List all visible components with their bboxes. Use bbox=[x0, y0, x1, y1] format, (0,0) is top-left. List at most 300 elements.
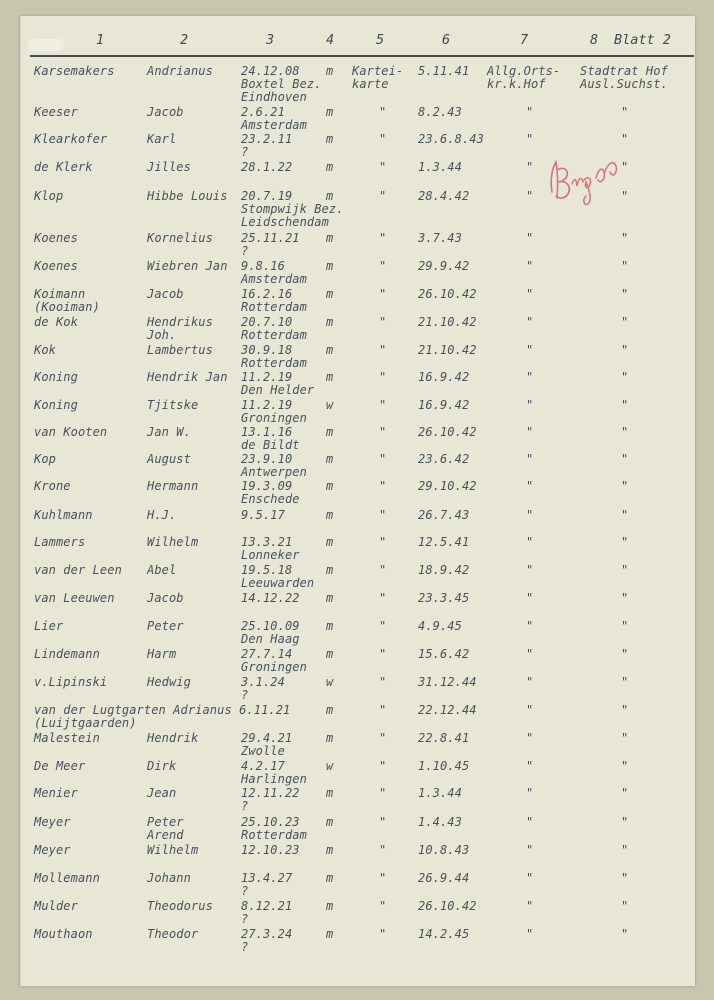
card-col-cell: " bbox=[379, 315, 387, 329]
surname-cell: Koning bbox=[34, 398, 78, 412]
first-name-cell: Hermann bbox=[147, 479, 199, 493]
insurance-col-cell: " bbox=[526, 675, 534, 689]
column-number-1: 1 bbox=[96, 32, 105, 48]
authority-col-cell: " bbox=[621, 591, 629, 605]
birth-date-cell: 13.4.27 bbox=[241, 871, 293, 885]
insurance-col-cell: " bbox=[526, 398, 534, 412]
card-col-cell: " bbox=[379, 759, 387, 773]
table-row bbox=[0, 231, 714, 259]
surname-cell: Krone bbox=[34, 479, 71, 493]
birth-date-cell: 25.10.09 bbox=[241, 619, 300, 633]
sex-cell: m bbox=[326, 563, 334, 577]
surname-cell: Klearkofer bbox=[34, 132, 108, 146]
birth-place-cell: Rotterdam bbox=[241, 828, 307, 842]
insurance-col-cell: " bbox=[526, 759, 534, 773]
card-col-cell: " bbox=[379, 843, 387, 857]
first-name-cell: Tjitske bbox=[147, 398, 199, 412]
birth-place-cell: Amsterdam bbox=[241, 272, 307, 286]
table-row bbox=[0, 315, 714, 343]
birth-date-cell: 28.1.22 bbox=[241, 160, 293, 174]
insurance-col-cell: " bbox=[526, 871, 534, 885]
card-col-cell: " bbox=[379, 398, 387, 412]
date-cell: 23.6.42 bbox=[418, 452, 470, 466]
birth-date-cell: 11.2.19 bbox=[241, 370, 293, 384]
sex-cell: m bbox=[326, 343, 334, 357]
table-row bbox=[0, 563, 714, 591]
card-col-cell: Kartei- bbox=[352, 64, 404, 78]
surname-cell: v.Lipinski bbox=[34, 675, 108, 689]
authority-col-line2-cell: Ausl.Suchst. bbox=[580, 77, 668, 91]
authority-col-cell: " bbox=[621, 132, 629, 146]
table-row bbox=[0, 759, 714, 787]
first-name-cell: August bbox=[147, 452, 191, 466]
insurance-col-cell: Allg.Orts- bbox=[487, 64, 561, 78]
surname-cell: Mouthaon bbox=[34, 927, 93, 941]
first-name-line2-cell: Arend bbox=[147, 828, 184, 842]
table-row bbox=[0, 731, 714, 759]
birth-date-cell: 3.1.24 bbox=[241, 675, 285, 689]
table-row bbox=[0, 105, 714, 133]
sex-cell: m bbox=[326, 899, 334, 913]
birth-date-cell: 27.3.24 bbox=[241, 927, 293, 941]
sex-cell: m bbox=[326, 927, 334, 941]
first-name-cell: Hibbe Louis bbox=[147, 189, 228, 203]
sex-cell: m bbox=[326, 105, 334, 119]
birth-place-cell: ? bbox=[241, 688, 249, 702]
surname-cell: Kok bbox=[34, 343, 56, 357]
authority-col-cell: " bbox=[621, 343, 629, 357]
birth-date-cell: 27.7.14 bbox=[241, 647, 293, 661]
insurance-col-cell: " bbox=[526, 815, 534, 829]
card-col-cell: " bbox=[379, 927, 387, 941]
surname-cell: Lammers bbox=[34, 535, 86, 549]
card-col-cell: " bbox=[379, 703, 387, 717]
column-number-2: 2 bbox=[180, 32, 189, 48]
sex-cell: m bbox=[326, 479, 334, 493]
table-row bbox=[0, 287, 714, 315]
surname-cell: Lier bbox=[34, 619, 64, 633]
birth-place-cell: ? bbox=[241, 884, 249, 898]
sex-cell: m bbox=[326, 535, 334, 549]
first-name-cell: Harm bbox=[147, 647, 177, 661]
table-row bbox=[0, 899, 714, 927]
card-col-cell: " bbox=[379, 871, 387, 885]
sex-cell: m bbox=[326, 189, 334, 203]
authority-col-cell: " bbox=[621, 452, 629, 466]
first-name-cell: Karl bbox=[147, 132, 177, 146]
surname-cell: De Meer bbox=[34, 759, 86, 773]
date-cell: 1.3.44 bbox=[418, 786, 462, 800]
authority-col-cell: " bbox=[621, 786, 629, 800]
table-row bbox=[0, 843, 714, 871]
surname-cell: Koenes bbox=[34, 259, 78, 273]
sex-cell: w bbox=[326, 675, 334, 689]
first-name-cell: Theodor bbox=[147, 927, 199, 941]
authority-col-cell: " bbox=[621, 105, 629, 119]
insurance-col-cell: " bbox=[526, 315, 534, 329]
surname-cell: de Klerk bbox=[34, 160, 93, 174]
column-number-3: 3 bbox=[266, 32, 275, 48]
birth-place-cell: ? bbox=[241, 799, 249, 813]
date-cell: 16.9.42 bbox=[418, 398, 470, 412]
date-cell: 14.2.45 bbox=[418, 927, 470, 941]
table-row bbox=[0, 619, 714, 647]
insurance-col-cell: " bbox=[526, 927, 534, 941]
first-name-cell: Peter bbox=[147, 619, 184, 633]
insurance-col-cell: " bbox=[526, 189, 534, 203]
sex-cell: m bbox=[326, 731, 334, 745]
birth-place-cell: Amsterdam bbox=[241, 118, 307, 132]
card-col-cell: " bbox=[379, 675, 387, 689]
date-cell: 12.5.41 bbox=[418, 535, 470, 549]
card-col-cell: " bbox=[379, 479, 387, 493]
authority-col-cell: " bbox=[621, 815, 629, 829]
sex-cell: m bbox=[326, 619, 334, 633]
sheet-label: Blatt 2 bbox=[614, 32, 671, 48]
column-number-7: 7 bbox=[520, 32, 529, 48]
birth-place-cell: Den Haag bbox=[241, 632, 300, 646]
surname-cell: Koimann bbox=[34, 287, 86, 301]
insurance-col-cell: " bbox=[526, 647, 534, 661]
insurance-col-cell: " bbox=[526, 452, 534, 466]
birth-place-cell: Lonneker bbox=[241, 548, 300, 562]
authority-col-cell: Stadtrat Hof bbox=[580, 64, 668, 78]
authority-col-cell: " bbox=[621, 871, 629, 885]
insurance-col-cell: " bbox=[526, 591, 534, 605]
birth-place-line2-cell: Eindhoven bbox=[241, 90, 307, 104]
date-cell: 26.10.42 bbox=[418, 899, 477, 913]
first-name-cell: Kornelius bbox=[147, 231, 213, 245]
insurance-col-cell: " bbox=[526, 160, 534, 174]
card-col-cell: " bbox=[379, 619, 387, 633]
birth-date-cell: 25.10.23 bbox=[241, 815, 300, 829]
surname-cell: Meyer bbox=[34, 815, 71, 829]
surname-cell: Lindemann bbox=[34, 647, 100, 661]
birth-date-cell: 14.12.22 bbox=[241, 591, 300, 605]
date-cell: 16.9.42 bbox=[418, 370, 470, 384]
insurance-col-cell: " bbox=[526, 731, 534, 745]
first-name-cell: Jacob bbox=[147, 591, 184, 605]
birth-date-cell: 30.9.18 bbox=[241, 343, 293, 357]
date-cell: 22.12.44 bbox=[418, 703, 477, 717]
authority-col-cell: " bbox=[621, 535, 629, 549]
insurance-col-cell: " bbox=[526, 287, 534, 301]
sex-cell: m bbox=[326, 508, 334, 522]
sex-cell: m bbox=[326, 843, 334, 857]
first-name-cell: Jacob bbox=[147, 287, 184, 301]
first-name-line2-cell: Joh. bbox=[147, 328, 177, 342]
insurance-col-cell: " bbox=[526, 899, 534, 913]
card-col-cell: " bbox=[379, 259, 387, 273]
authority-col-cell: " bbox=[621, 231, 629, 245]
date-cell: 10.8.43 bbox=[418, 843, 470, 857]
birth-date-cell: 2.6.21 bbox=[241, 105, 285, 119]
first-name-cell: H.J. bbox=[147, 508, 177, 522]
date-cell: 3.7.43 bbox=[418, 231, 462, 245]
date-cell: 5.11.41 bbox=[418, 64, 470, 78]
date-cell: 1.10.45 bbox=[418, 759, 470, 773]
insurance-col-cell: " bbox=[526, 619, 534, 633]
first-name-cell: Wilhelm bbox=[147, 843, 199, 857]
authority-col-cell: " bbox=[621, 425, 629, 439]
card-col-cell: " bbox=[379, 370, 387, 384]
birth-place-cell: Leeuwarden bbox=[241, 576, 315, 590]
authority-col-cell: " bbox=[621, 370, 629, 384]
birth-date-cell: 12.10.23 bbox=[241, 843, 300, 857]
table-row bbox=[0, 398, 714, 426]
birth-date-cell: 19.3.09 bbox=[241, 479, 293, 493]
birth-date-cell: 20.7.19 bbox=[241, 189, 293, 203]
surname-cell: van der Lugtgarten Adrianus 6.11.21 bbox=[34, 703, 291, 717]
surname-cell: Mulder bbox=[34, 899, 78, 913]
birth-date-cell: 8.12.21 bbox=[241, 899, 293, 913]
birth-date-cell: 11.2.19 bbox=[241, 398, 293, 412]
card-col-cell: " bbox=[379, 452, 387, 466]
insurance-col-cell: " bbox=[526, 425, 534, 439]
birth-place-cell: Rotterdam bbox=[241, 300, 307, 314]
birth-place-cell: Groningen bbox=[241, 660, 307, 674]
authority-col-cell: " bbox=[621, 479, 629, 493]
birth-date-cell: 25.11.21 bbox=[241, 231, 300, 245]
card-col-cell: " bbox=[379, 535, 387, 549]
first-name-cell: Andrianus bbox=[147, 64, 213, 78]
first-name-cell: Peter bbox=[147, 815, 184, 829]
surname-cell: de Kok bbox=[34, 315, 78, 329]
sex-cell: w bbox=[326, 759, 334, 773]
date-cell: 26.9.44 bbox=[418, 871, 470, 885]
birth-date-cell: 13.3.21 bbox=[241, 535, 293, 549]
birth-place-cell: ? bbox=[241, 940, 249, 954]
surname-cell: van der Leen bbox=[34, 563, 122, 577]
birth-date-cell: 20.7.10 bbox=[241, 315, 293, 329]
card-col-line2-cell: karte bbox=[352, 77, 389, 91]
first-name-cell: Wiebren Jan bbox=[147, 259, 228, 273]
birth-place-cell: Boxtel Bez. bbox=[241, 77, 322, 91]
surname-cell: Mollemann bbox=[34, 871, 100, 885]
surname-cell: Klop bbox=[34, 189, 64, 203]
sex-cell: m bbox=[326, 132, 334, 146]
card-col-cell: " bbox=[379, 343, 387, 357]
first-name-cell: Hedwig bbox=[147, 675, 191, 689]
authority-col-cell: " bbox=[621, 508, 629, 522]
first-name-cell: Jilles bbox=[147, 160, 191, 174]
first-name-cell: Hendrik bbox=[147, 731, 199, 745]
date-cell: 21.10.42 bbox=[418, 343, 477, 357]
card-col-cell: " bbox=[379, 425, 387, 439]
first-name-cell: Abel bbox=[147, 563, 177, 577]
date-cell: 18.9.42 bbox=[418, 563, 470, 577]
authority-col-cell: " bbox=[621, 731, 629, 745]
birth-place-cell: Den Helder bbox=[241, 383, 315, 397]
insurance-col-cell: " bbox=[526, 786, 534, 800]
insurance-col-cell: " bbox=[526, 508, 534, 522]
sex-cell: m bbox=[326, 64, 334, 78]
birth-date-cell: 4.2.17 bbox=[241, 759, 285, 773]
authority-col-cell: " bbox=[621, 189, 629, 203]
insurance-col-cell: " bbox=[526, 343, 534, 357]
surname-cell: Meyer bbox=[34, 843, 71, 857]
sex-cell: w bbox=[326, 398, 334, 412]
table-row bbox=[0, 64, 714, 104]
surname-cell: Menier bbox=[34, 786, 78, 800]
surname-cell: Koning bbox=[34, 370, 78, 384]
authority-col-cell: " bbox=[621, 703, 629, 717]
first-name-cell: Johann bbox=[147, 871, 191, 885]
column-number-6: 6 bbox=[442, 32, 451, 48]
surname-cell: Malestein bbox=[34, 731, 100, 745]
authority-col-cell: " bbox=[621, 259, 629, 273]
sex-cell: m bbox=[326, 370, 334, 384]
birth-place-cell: ? bbox=[241, 145, 249, 159]
sex-cell: m bbox=[326, 287, 334, 301]
table-row bbox=[0, 591, 714, 619]
table-row bbox=[0, 647, 714, 675]
surname-cell: Koenes bbox=[34, 231, 78, 245]
birth-place-cell: Enschede bbox=[241, 492, 300, 506]
birth-date-cell: 16.2.16 bbox=[241, 287, 293, 301]
sex-cell: m bbox=[326, 231, 334, 245]
date-cell: 21.10.42 bbox=[418, 315, 477, 329]
card-col-cell: " bbox=[379, 287, 387, 301]
first-name-cell: Jacob bbox=[147, 105, 184, 119]
insurance-col-cell: " bbox=[526, 259, 534, 273]
table-row bbox=[0, 815, 714, 843]
first-name-cell: Lambertus bbox=[147, 343, 213, 357]
birth-place-cell: Rotterdam bbox=[241, 328, 307, 342]
table-row bbox=[0, 786, 714, 814]
insurance-col-cell: " bbox=[526, 563, 534, 577]
birth-place-cell: de Bildt bbox=[241, 438, 300, 452]
surname-cell: van Kooten bbox=[34, 425, 108, 439]
insurance-col-cell: " bbox=[526, 535, 534, 549]
date-cell: 4.9.45 bbox=[418, 619, 462, 633]
card-col-cell: " bbox=[379, 563, 387, 577]
birth-date-cell: 24.12.08 bbox=[241, 64, 300, 78]
date-cell: 31.12.44 bbox=[418, 675, 477, 689]
first-name-cell: Theodorus bbox=[147, 899, 213, 913]
authority-col-cell: " bbox=[621, 647, 629, 661]
birth-place-cell: Antwerpen bbox=[241, 465, 307, 479]
first-name-cell: Hendrikus bbox=[147, 315, 213, 329]
authority-col-cell: " bbox=[621, 398, 629, 412]
sex-cell: m bbox=[326, 815, 334, 829]
card-col-cell: " bbox=[379, 189, 387, 203]
surname-cell: Kuhlmann bbox=[34, 508, 93, 522]
insurance-col-cell: " bbox=[526, 843, 534, 857]
sex-cell: m bbox=[326, 425, 334, 439]
birth-date-cell: 23.9.10 bbox=[241, 452, 293, 466]
card-col-cell: " bbox=[379, 231, 387, 245]
sex-cell: m bbox=[326, 160, 334, 174]
table-row bbox=[0, 452, 714, 480]
birth-date-cell: 23.2.11 bbox=[241, 132, 293, 146]
insurance-col-cell: " bbox=[526, 105, 534, 119]
card-col-cell: " bbox=[379, 132, 387, 146]
first-name-cell: Jean bbox=[147, 786, 177, 800]
birth-date-cell: 12.11.22 bbox=[241, 786, 300, 800]
authority-col-cell: " bbox=[621, 675, 629, 689]
date-cell: 28.4.42 bbox=[418, 189, 470, 203]
birth-place-line2-cell: Leidschendam bbox=[241, 215, 329, 229]
date-cell: 1.4.43 bbox=[418, 815, 462, 829]
date-cell: 8.2.43 bbox=[418, 105, 462, 119]
authority-col-cell: " bbox=[621, 315, 629, 329]
authority-col-cell: " bbox=[621, 287, 629, 301]
column-number-5: 5 bbox=[376, 32, 385, 48]
date-cell: 26.7.43 bbox=[418, 508, 470, 522]
surname-alt-cell: (Kooiman) bbox=[34, 300, 100, 314]
column-number-4: 4 bbox=[326, 32, 335, 48]
insurance-col-cell: " bbox=[526, 370, 534, 384]
handwritten-signature bbox=[546, 152, 629, 208]
sex-cell: m bbox=[326, 452, 334, 466]
sex-cell: m bbox=[326, 786, 334, 800]
table-row bbox=[0, 343, 714, 371]
card-col-cell: " bbox=[379, 731, 387, 745]
first-name-cell: Dirk bbox=[147, 759, 177, 773]
surname-cell: Karsemakers bbox=[34, 64, 115, 78]
authority-col-cell: " bbox=[621, 843, 629, 857]
authority-col-cell: " bbox=[621, 563, 629, 577]
birth-place-cell: Harlingen bbox=[241, 772, 307, 786]
sex-cell: m bbox=[326, 315, 334, 329]
insurance-col-cell: " bbox=[526, 479, 534, 493]
surname-alt-cell: (Luijtgaarden) bbox=[34, 716, 137, 730]
card-col-cell: " bbox=[379, 647, 387, 661]
date-cell: 23.6.8.43 bbox=[418, 132, 484, 146]
surname-cell: van Leeuwen bbox=[34, 591, 115, 605]
date-cell: 22.8.41 bbox=[418, 731, 470, 745]
birth-place-cell: ? bbox=[241, 912, 249, 926]
first-name-cell: Jan W. bbox=[147, 425, 191, 439]
date-cell: 23.3.45 bbox=[418, 591, 470, 605]
card-col-cell: " bbox=[379, 899, 387, 913]
date-cell: 29.10.42 bbox=[418, 479, 477, 493]
table-row bbox=[0, 871, 714, 899]
card-col-cell: " bbox=[379, 508, 387, 522]
authority-col-cell: " bbox=[621, 899, 629, 913]
date-cell: 15.6.42 bbox=[418, 647, 470, 661]
insurance-col-cell: " bbox=[526, 132, 534, 146]
authority-col-cell: " bbox=[621, 759, 629, 773]
card-col-cell: " bbox=[379, 815, 387, 829]
insurance-col-line2-cell: kr.k.Hof bbox=[487, 77, 546, 91]
birth-date-cell: 9.5.17 bbox=[241, 508, 285, 522]
table-row bbox=[0, 259, 714, 287]
sex-cell: m bbox=[326, 259, 334, 273]
first-name-cell: Wilhelm bbox=[147, 535, 199, 549]
sex-cell: m bbox=[326, 647, 334, 661]
card-col-cell: " bbox=[379, 786, 387, 800]
birth-place-cell: Groningen bbox=[241, 411, 307, 425]
first-name-cell: Hendrik Jan bbox=[147, 370, 228, 384]
birth-date-cell: 19.5.18 bbox=[241, 563, 293, 577]
birth-place-cell: Zwolle bbox=[241, 744, 285, 758]
date-cell: 1.3.44 bbox=[418, 160, 462, 174]
surname-cell: Keeser bbox=[34, 105, 78, 119]
table-row bbox=[0, 479, 714, 507]
insurance-col-cell: " bbox=[526, 703, 534, 717]
table-row bbox=[0, 927, 714, 955]
authority-col-cell: " bbox=[621, 619, 629, 633]
birth-date-cell: 29.4.21 bbox=[241, 731, 293, 745]
date-cell: 26.10.42 bbox=[418, 287, 477, 301]
birth-date-cell: 9.8.16 bbox=[241, 259, 285, 273]
date-cell: 26.10.42 bbox=[418, 425, 477, 439]
insurance-col-cell: " bbox=[526, 231, 534, 245]
sex-cell: m bbox=[326, 871, 334, 885]
table-row bbox=[0, 535, 714, 563]
